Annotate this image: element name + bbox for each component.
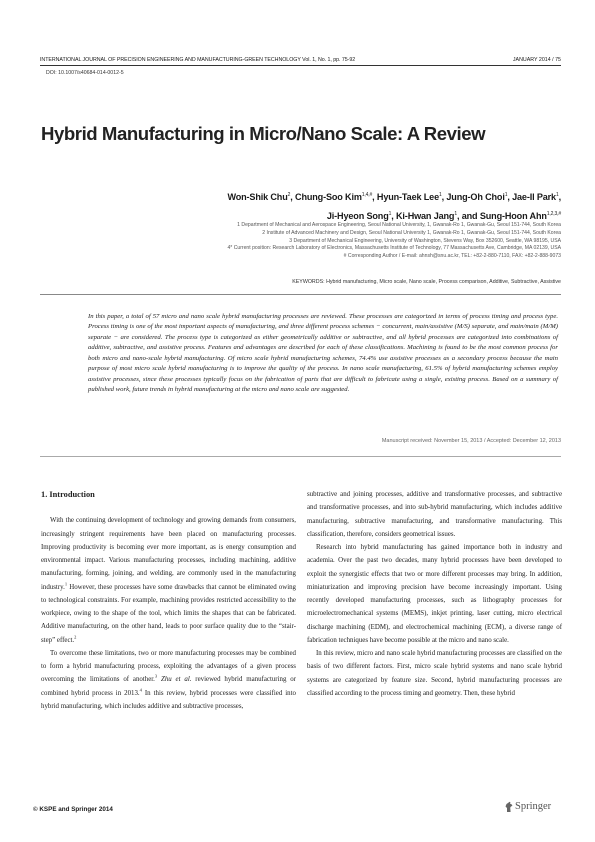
springer-horse-icon — [504, 801, 514, 813]
body-column-left — [41, 488, 296, 713]
paragraph: With the continuing development of technology and growing demands from consumers, increasingly stringent requirements have been placed on manufacturing processes. Improving productivity is becoming ever more important, as is energy consumption and environmental impact. Various manufacturing processes, including machining, additive manufacturing, forming, joining, and welding, are commonly used in the manufacturing industry.$^1$ However, these processes have some drawbacks that cannot be eliminated owing to technological constraints. For example, machining provides restricted accessibility to the workpiece, owing to the shape of the tool, which limits the shapes that can be fabricated. Additive manufacturing, on the other hand, leads to poor surface quality due to the “stair-step” effect.$^2$ — [41, 517, 296, 644]
affiliation: 1 Department of Mechanical and Aerospace Engineering, Seoul National University, 1, Gwanak-Ro 1, Gwanak-Gu, Seoul 151-744, South Korea — [237, 222, 561, 228]
author: Ki-Hwan Jang$^1$, and — [396, 210, 480, 221]
author: Hyun-Taek Lee$^1$, — [376, 192, 447, 203]
citation[interactable]: 3 — [154, 673, 158, 679]
paragraph: To overcome these limitations, two or more manufacturing processes may be combined to form a hybrid manufacturing process, exploiting the advantages of a given process overcoming the limitations of another.$^3$ Zhu et al. reviewed hybrid manufacturing or combined hybrid process in 2013.$^4$ In this review, hybrid processes were classified into hybrid manufacturing, which includes additive and subtractive processes, — [41, 649, 296, 710]
affiliations — [61, 222, 561, 261]
section-heading: 1. Introduction — [41, 490, 95, 499]
journal-header: INTERNATIONAL JOURNAL OF PRECISION ENGINEERING AND MANUFACTURING-GREEN TECHNOLOGY Vol. 1, No. 1, pp. 75-92 — [40, 57, 356, 63]
copyright: © KSPE and Springer 2014 — [33, 806, 113, 813]
author: Chung-Soo Kim$^{1,4,\#}$, — [295, 192, 377, 203]
author-list — [141, 187, 561, 224]
paper-title: Hybrid Manufacturing in Micro/Nano Scale: A Review — [41, 123, 486, 144]
author: Jae-Il Park$^1$, — [512, 192, 561, 203]
affiliation: 4* Current position: Research Laboratory of Electronics, Massachusetts Institute of Technology, 77 Massachusetts Ave, Cambridge, MA 02139, USA — [227, 245, 561, 252]
author: Sung-Hoon Ahn$^{1,2,3,\#}$ — [479, 210, 561, 221]
affiliation: 3 Department of Mechanical Engineering, University of Washington, Stevens Way, Box 352600, Seattle, WA 98195, USA — [289, 237, 561, 244]
manuscript-dates: Manuscript received: November 15, 2013 / Accepted: December 12, 2013 — [381, 438, 561, 444]
corresponding-author: # Corresponding Author / E-mail: ahnsh@snu.ac.kr, TEL: +82-2-880-7110, FAX: +82-2-888-9073 — [343, 253, 561, 259]
doi: DOI: 10.1007/s40684-014-0012-5 — [46, 70, 124, 76]
paragraph: In this review, micro and nano scale hybrid manufacturing processes are classified on the basis of two different factors. First, micro scale hybrid systems and nano scale hybrid systems are categorized by feature size. Second, hybrid manufacturing processes are classified according to the process timing and geometry. Then, these hybrid — [307, 650, 562, 697]
keywords: KEYWORDS: Hybrid manufacturing, Micro scale, Nano scale, Process comparison, Additive, Subtractive, Assistive — [292, 279, 561, 285]
paragraph: subtractive and joining processes, additive and transformative processes, and subtractive and transformative processes, and into sub-hybrid manufacturing, which includes additive manufacturing, subtractive manufacturing, and transformative manufacturing. This classification, therefore, considers geometrical issues. — [307, 491, 562, 538]
author: Jung-Oh Choi$^1$, — [446, 192, 513, 203]
abstract: In this paper, a total of 57 micro and nano scale hybrid manufacturing processes are reviewed. These processes are categorized in terms of process timing and process type. Process timing is one of the most important aspects of manufacturing, and three different process schemes − concurrent, main/assistive (M/S) separate, and main/main (M/M) separate − are considered. The process type is categorized as either geometrically additive or subtractive, and all hybrid processes are categorized into combinations of additive, subtractive, and assistive process. Features and advantages are described for each of these classifications. Machining is found to be the most common process for both micro and nano-scale hybrid manufacturing. Of micro scale hybrid manufacturing schemes, 74.4% use assistive processes as a secondary process because the main purpose of most micro scale hybrid manufacturing is to improve the quality of the process. In nano scale manufacturing, 61.5% of hybrid manufacturing schemes employ assistive processes, since these processes typically focus on the fabrication of parts that are difficult to fabricate using a single, existing process. Based on a summary of published work, future trends in hybrid manufacturing at the micro and nano scale are suggested. — [88, 313, 558, 394]
author: Won-Shik Chu$^2$, — [227, 192, 296, 203]
citation[interactable]: 2 — [74, 634, 77, 640]
body-column-right — [307, 488, 562, 700]
author: Ji-Hyeon Song$^1$, — [326, 210, 397, 221]
header-rule — [40, 65, 561, 66]
issue-date-page: JANUARY 2014 / 75 — [512, 57, 561, 63]
section-rule — [40, 294, 561, 295]
affiliation: 2 Institute of Advanced Machinery and Design, Seoul National University 1, Gwanak-Ro 1, Gwanak-Gu, Seoul 151-744, South Korea — [262, 229, 561, 236]
publisher-name: Springer — [515, 801, 552, 812]
citation[interactable]: 4 — [139, 687, 142, 693]
paragraph: Research into hybrid manufacturing has gained importance both in industry and academia. Over the past two decades, many hybrid processes have been developed to exploit the synergistic effects that two or more different processes may bring. In addition, miniaturization and improving precision have become increasingly important. Using recently developed manufacturing processes, such as lithography processes for microelectromechanical systems (MEMS), inkjet printing, laser cutting, micro electrical discharge machining (EDM), and electrochemical machining (ECM), a diverse range of fabrication techniques have become possible at the micro and nano scale. — [307, 544, 562, 644]
citation[interactable]: 1 — [64, 581, 68, 587]
abstract-rule — [40, 456, 561, 457]
